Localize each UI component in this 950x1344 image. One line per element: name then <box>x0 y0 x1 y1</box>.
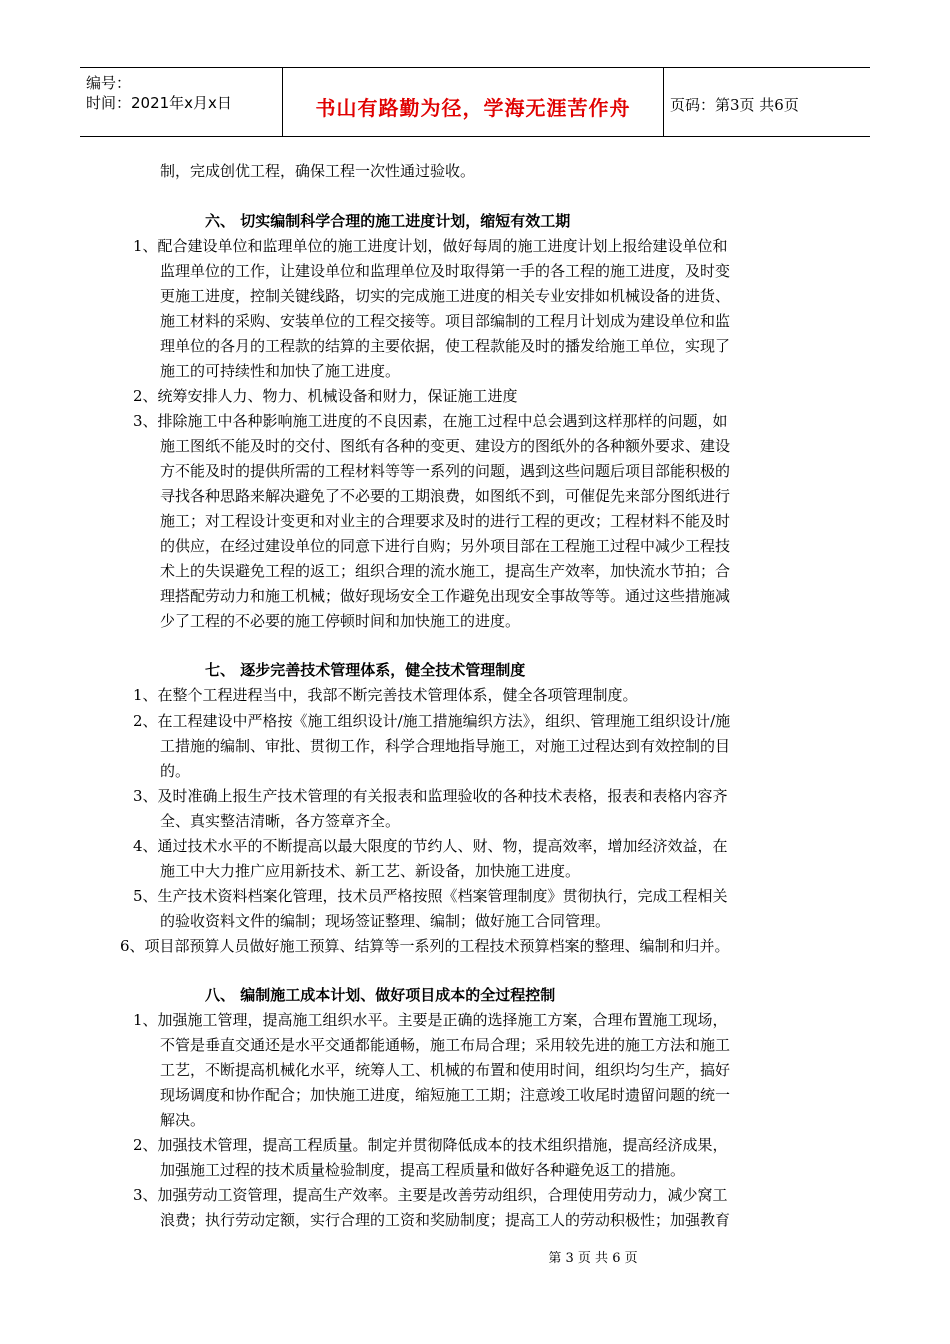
body-line: 3、排除施工中各种影响施工进度的不良因素，在施工过程中总会遇到这样那样的问题，如 <box>133 412 728 430</box>
section-heading-7: 七、 逐步完善技术管理体系，健全技术管理制度 <box>205 661 526 679</box>
body-line: 全、真实整洁清晰，各方签章齐全。 <box>160 812 401 830</box>
header-motto-cell <box>283 68 664 136</box>
footer-page-number: 第 3 页 共 6 页 <box>548 1251 638 1266</box>
body-line: 浪费；执行劳动定额，实行合理的工资和奖励制度；提高工人的劳动积极性；加强教育 <box>160 1211 731 1229</box>
body-line: 1、在整个工程进程当中，我部不断完善技术管理体系，健全各项管理制度。 <box>133 686 638 704</box>
body-line: 施工的可持续性和加快了施工进度。 <box>160 362 401 380</box>
body-line: 理搭配劳动力和施工机械；做好现场安全工作避免出现安全事故等等。通过这些措施减 <box>160 587 731 605</box>
document-time-label: 时间：2021年x月x日 <box>86 94 232 112</box>
body-line: 的验收资料文件的编制；现场签证整理、编制；做好施工合同管理。 <box>160 912 611 930</box>
header-page-cell <box>664 68 870 136</box>
body-line: 施工；对工程设计变更和对业主的合理要求及时的进行工程的更改；工程材料不能及时 <box>160 512 731 530</box>
body-line: 加强施工过程的技术质量检验制度，提高工程质量和做好各种避免返工的措施。 <box>160 1161 686 1179</box>
body-line: 工艺，不断提高机械化水平，统筹人工、机械的布置和使用时间，组织均匀生产，搞好 <box>160 1061 731 1079</box>
body-line: 不管是垂直交通还是水平交通都能通畅，施工布局合理；采用较先进的施工方法和施工 <box>160 1036 731 1054</box>
body-line: 2、加强技术管理，提高工程质量。制定并贯彻降低成本的技术组织措施，提高经济成果， <box>133 1136 728 1154</box>
header-page-info: 页码：第3页 共6页 <box>670 96 799 114</box>
body-line: 少了工程的不必要的施工停顿时间和加快施工的进度。 <box>160 612 521 630</box>
header-meta <box>80 68 283 136</box>
body-line: 术上的失误避免工程的返工；组织合理的流水施工，提高生产效率，加快流水节拍；合 <box>160 562 731 580</box>
body-line: 方不能及时的提供所需的工程材料等等一系列的问题，遇到这些问题后项目部能积极的 <box>160 462 731 480</box>
body-line: 更施工进度，控制关键线路，切实的完成施工进度的相关专业安排如机械设备的进货、 <box>160 287 731 305</box>
header-motto: 书山有路勤为径，学海无涯苦作舟 <box>315 96 631 120</box>
body-line: 1、加强施工管理，提高施工组织水平。主要是正确的选择施工方案，合理布置施工现场， <box>133 1011 728 1029</box>
body-line: 寻找各种思路来解决避免了不必要的工期浪费，如图纸不到，可催促先来部分图纸进行 <box>160 487 731 505</box>
body-line: 施工中大力推广应用新技术、新工艺、新设备，加快施工进度。 <box>160 862 581 880</box>
body-line: 6、项目部预算人员做好施工预算、结算等一系列的工程技术预算档案的整理、编制和归并。 <box>120 937 730 955</box>
body-line: 4、通过技术水平的不断提高以最大限度的节约人、财、物，提高效率，增加经济效益，在 <box>133 837 728 855</box>
body-line: 制，完成创优工程，确保工程一次性通过验收。 <box>160 162 476 180</box>
page-header <box>80 67 870 137</box>
body-line: 3、及时准确上报生产技术管理的有关报表和监理验收的各种技术表格，报表和表格内容齐 <box>133 787 728 805</box>
body-line: 1、配合建设单位和监理单位的施工进度计划，做好每周的施工进度计划上报给建设单位和 <box>133 237 728 255</box>
section-heading-6: 六、 切实编制科学合理的施工进度计划，缩短有效工期 <box>205 212 571 230</box>
page-footer <box>0 1247 950 1266</box>
body-line: 解决。 <box>160 1111 206 1129</box>
body-line: 监理单位的工作，让建设单位和监理单位及时取得第一手的各工程的施工进度，及时变 <box>160 262 731 280</box>
section-heading-8: 八、 编制施工成本计划、做好项目成本的全过程控制 <box>205 986 556 1004</box>
body-line: 2、在工程建设中严格按《施工组织设计/施工措施编织方法》，组织、管理施工组织设计/施 <box>133 712 731 730</box>
body-line: 工措施的编制、审批、贯彻工作，科学合理地指导施工，对施工过程达到有效控制的目 <box>160 737 731 755</box>
body-line: 现场调度和协作配合；加快施工进度，缩短施工工期；注意竣工收尾时遗留问题的统一 <box>160 1086 731 1104</box>
body-line: 施工图纸不能及时的交付、图纸有各种的变更、建设方的图纸外的各种额外要求、建设 <box>160 437 731 455</box>
document-number-label: 编号： <box>86 74 132 92</box>
body-line: 施工材料的采购、安装单位的工程交接等。项目部编制的工程月计划成为建设单位和监 <box>160 312 731 330</box>
body-line: 理单位的各月的工程款的结算的主要依据，使工程款能及时的播发给施工单位，实现了 <box>160 337 731 355</box>
body-line: 5、生产技术资料档案化管理，技术员严格按照《档案管理制度》贯彻执行，完成工程相关 <box>133 887 728 905</box>
body-line: 的供应，在经过建设单位的同意下进行自购；另外项目部在工程施工过程中减少工程技 <box>160 537 731 555</box>
body-line: 2、统筹安排人力、物力、机械设备和财力，保证施工进度 <box>133 387 518 405</box>
body-line: 3、加强劳动工资管理，提高生产效率。主要是改善劳动组织，合理使用劳动力，减少窝工 <box>133 1186 728 1204</box>
body-line: 的。 <box>160 762 191 780</box>
